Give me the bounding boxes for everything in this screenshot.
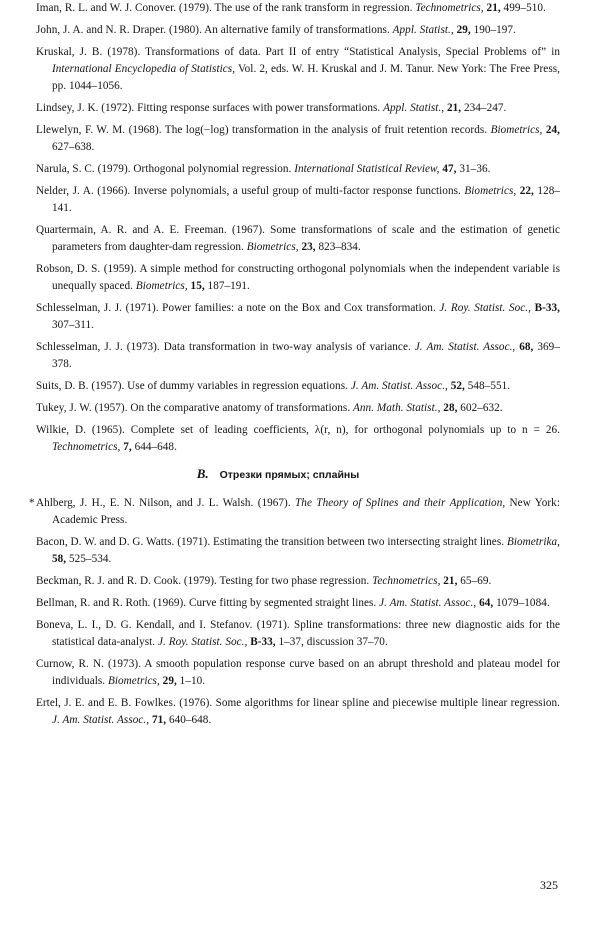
reference-volume: B-33, [250, 636, 276, 648]
reference-page [29, 0, 560, 734]
reference-volume: 7, [123, 441, 132, 453]
reference-volume: 58, [52, 553, 67, 565]
reference-journal: Biometrics, [246, 241, 299, 253]
reference-pages: 128–141. [52, 185, 560, 214]
reference-journal: Ann. Math. Statist., [353, 402, 441, 414]
reference-volume: 47, [442, 163, 457, 175]
section-heading [36, 466, 560, 482]
reference-volume: 21, [447, 102, 462, 114]
reference-marker: * [29, 497, 35, 509]
reference-authors-title: Kruskal, J. B. (1978). Transformations of data. Part II of entry “Statistical Analysis, Special Problems of” in [36, 46, 560, 58]
reference-volume: 68, [519, 341, 534, 353]
reference-entry [36, 261, 560, 295]
reference-pages: 525–534. [69, 553, 112, 565]
reference-volume: 21, [443, 575, 458, 587]
reference-authors-title: Llewelyn, F. W. M. (1968). The log(−log) transformation in the analysis of fruit retention records. [36, 124, 488, 136]
reference-pages: 307–311. [52, 319, 94, 331]
reference-authors-title: Schlesselman, J. J. (1971). Power families: a note on the Box and Cox transformation. [36, 302, 436, 314]
reference-pages: 187–191. [207, 280, 250, 292]
reference-journal: Technometrics, [372, 575, 441, 587]
reference-authors-title: Iman, R. L. and W. J. Conover. (1979). The use of the rank transform in regression. [36, 2, 413, 14]
reference-journal: Appl. Statist., [383, 102, 445, 114]
reference-volume: 64, [479, 597, 494, 609]
reference-journal: J. Am. Statist. Assoc., [350, 380, 448, 392]
reference-authors-title: Beckman, R. J. and R. D. Cook. (1979). Testing for two phase regression. [36, 575, 370, 587]
reference-journal: J. Roy. Statist. Soc., [439, 302, 531, 314]
reference-journal: J. Am. Statist. Assoc., [52, 714, 150, 726]
reference-pages: 1079–1084. [496, 597, 550, 609]
reference-volume: B-33, [534, 302, 560, 314]
reference-authors-title: Boneva, L. I., D. G. Kendall, and I. Stefanov. (1971). Spline transformations: three new diagnostic aids for the statistical data-analyst. [36, 619, 560, 648]
reference-authors-title: Lindsey, J. K. (1972). Fitting response surfaces with power transformations. [36, 102, 381, 114]
reference-entry [36, 44, 560, 95]
reference-pages: 190–197. [473, 24, 516, 36]
reference-volume: 24, [545, 124, 560, 136]
reference-entry [36, 617, 560, 651]
reference-pages: 602–632. [460, 402, 503, 414]
reference-authors-title: Tukey, J. W. (1957). On the comparative anatomy of transformations. [36, 402, 351, 414]
reference-entry [36, 161, 560, 178]
reference-entry [36, 695, 560, 729]
reference-entry [36, 422, 560, 456]
reference-pages: 234–247. [464, 102, 507, 114]
reference-volume: 23, [301, 241, 316, 253]
reference-authors-title: Robson, D. S. (1959). A simple method for constructing orthogonal polynomials when the independent variable is unequally spaced. [36, 263, 560, 292]
reference-pages: 1–37, discussion 37–70. [278, 636, 388, 648]
reference-authors-title: John, J. A. and N. R. Draper. (1980). An alternative family of transformations. [36, 24, 390, 36]
reference-authors-title: Quartermain, A. R. and A. E. Freeman. (1967). Some transformations of scale and the estimation of genetic parameters from daughter-dam regression. [36, 224, 560, 253]
reference-entry [36, 100, 560, 117]
reference-volume: 71, [151, 714, 167, 726]
reference-authors-title: Curnow, R. N. (1973). A smooth population response curve based on an abrupt threshold and plateau model for individuals. [36, 658, 560, 687]
reference-authors-title: Bellman, R. and R. Roth. (1969). Curve fitting by segmented straight lines. [36, 597, 377, 609]
reference-volume: 15, [190, 280, 205, 292]
reference-journal: Biometrics, [464, 185, 517, 197]
reference-pages: 1–10. [179, 675, 206, 687]
reference-pages: 823–834. [318, 241, 361, 253]
reference-entry [36, 122, 560, 156]
reference-authors-title: Ertel, J. E. and E. B. Fowlkes. (1976). Some algorithms for linear spline and piecewise multiple linear regression. [36, 697, 560, 709]
reference-journal: Biometrika, [506, 536, 560, 548]
reference-volume: 21, [486, 2, 501, 14]
reference-journal: Biometrics, [107, 675, 160, 687]
reference-pages: New York: Academic Press. [52, 497, 560, 526]
reference-entry [36, 656, 560, 690]
reference-pages: 640–648. [168, 714, 212, 726]
reference-entry [36, 400, 560, 417]
reference-entry [29, 495, 560, 529]
reference-journal: J. Am. Statist. Assoc., [414, 341, 516, 353]
reference-journal: J. Roy. Statist. Soc., [158, 636, 248, 648]
reference-pages: 644–648. [134, 441, 177, 453]
reference-entry [36, 0, 560, 17]
reference-authors-title: Bacon, D. W. and D. G. Watts. (1971). Estimating the transition between two intersecting straight lines. [36, 536, 505, 548]
reference-journal: Biometrics, [135, 280, 188, 292]
reference-journal: The Theory of Splines and their Application, [295, 497, 506, 509]
reference-pages: 499–510. [503, 2, 546, 14]
reference-entry [36, 222, 560, 256]
reference-volume: 22, [519, 185, 534, 197]
reference-volume: 52, [450, 380, 465, 392]
reference-entry [36, 22, 560, 39]
reference-volume: 28, [443, 402, 458, 414]
reference-entry [36, 595, 560, 612]
reference-volume: 29, [456, 24, 471, 36]
reference-pages: 31–36. [459, 163, 491, 175]
reference-authors-title: Nelder, J. A. (1966). Inverse polynomials, a useful group of multi-factor response functions. [36, 185, 461, 197]
reference-pages: Vol. 2, eds. W. H. Kruskal and J. M. Tanur. New York: The Free Press, pp. 1044–1056. [52, 63, 560, 92]
reference-journal: International Encyclopedia of Statistics, [52, 63, 236, 75]
reference-pages: 369–378. [52, 341, 560, 370]
reference-entry [36, 573, 560, 590]
reference-journal: Technometrics, [415, 2, 484, 14]
reference-pages: 65–69. [460, 575, 492, 587]
reference-list-a [36, 0, 560, 456]
reference-authors-title: Schlesselman, J. J. (1973). Data transformation in two-way analysis of variance. [36, 341, 411, 353]
reference-pages: 627–638. [52, 141, 95, 153]
reference-entry [36, 378, 560, 395]
reference-entry [36, 534, 560, 568]
reference-volume: 29, [162, 675, 177, 687]
section-letter: B. [196, 466, 209, 481]
reference-authors-title: Ahlberg, J. H., E. N. Nilson, and J. L. Walsh. (1967). [36, 497, 291, 509]
page-number: 325 [540, 878, 558, 892]
reference-list-b [29, 495, 560, 729]
section-title: Отрезки прямых; сплайны [219, 469, 360, 481]
reference-journal: Appl. Statist., [392, 24, 454, 36]
reference-entry [36, 339, 560, 373]
reference-authors-title: Narula, S. C. (1979). Orthogonal polynomial regression. [36, 163, 292, 175]
reference-entry [36, 183, 560, 217]
reference-authors-title: Wilkie, D. (1965). Complete set of leading coefficients, λ(r, n), for orthogonal polynomials up to n = 26. [36, 424, 560, 436]
reference-entry [36, 300, 560, 334]
reference-journal: International Statistical Review, [294, 163, 440, 175]
reference-journal: Technometrics, [52, 441, 121, 453]
reference-journal: J. Am. Statist. Assoc., [379, 597, 477, 609]
reference-pages: 548–551. [467, 380, 511, 392]
reference-authors-title: Suits, D. B. (1957). Use of dummy variables in regression equations. [36, 380, 348, 392]
reference-journal: Biometrics, [490, 124, 543, 136]
